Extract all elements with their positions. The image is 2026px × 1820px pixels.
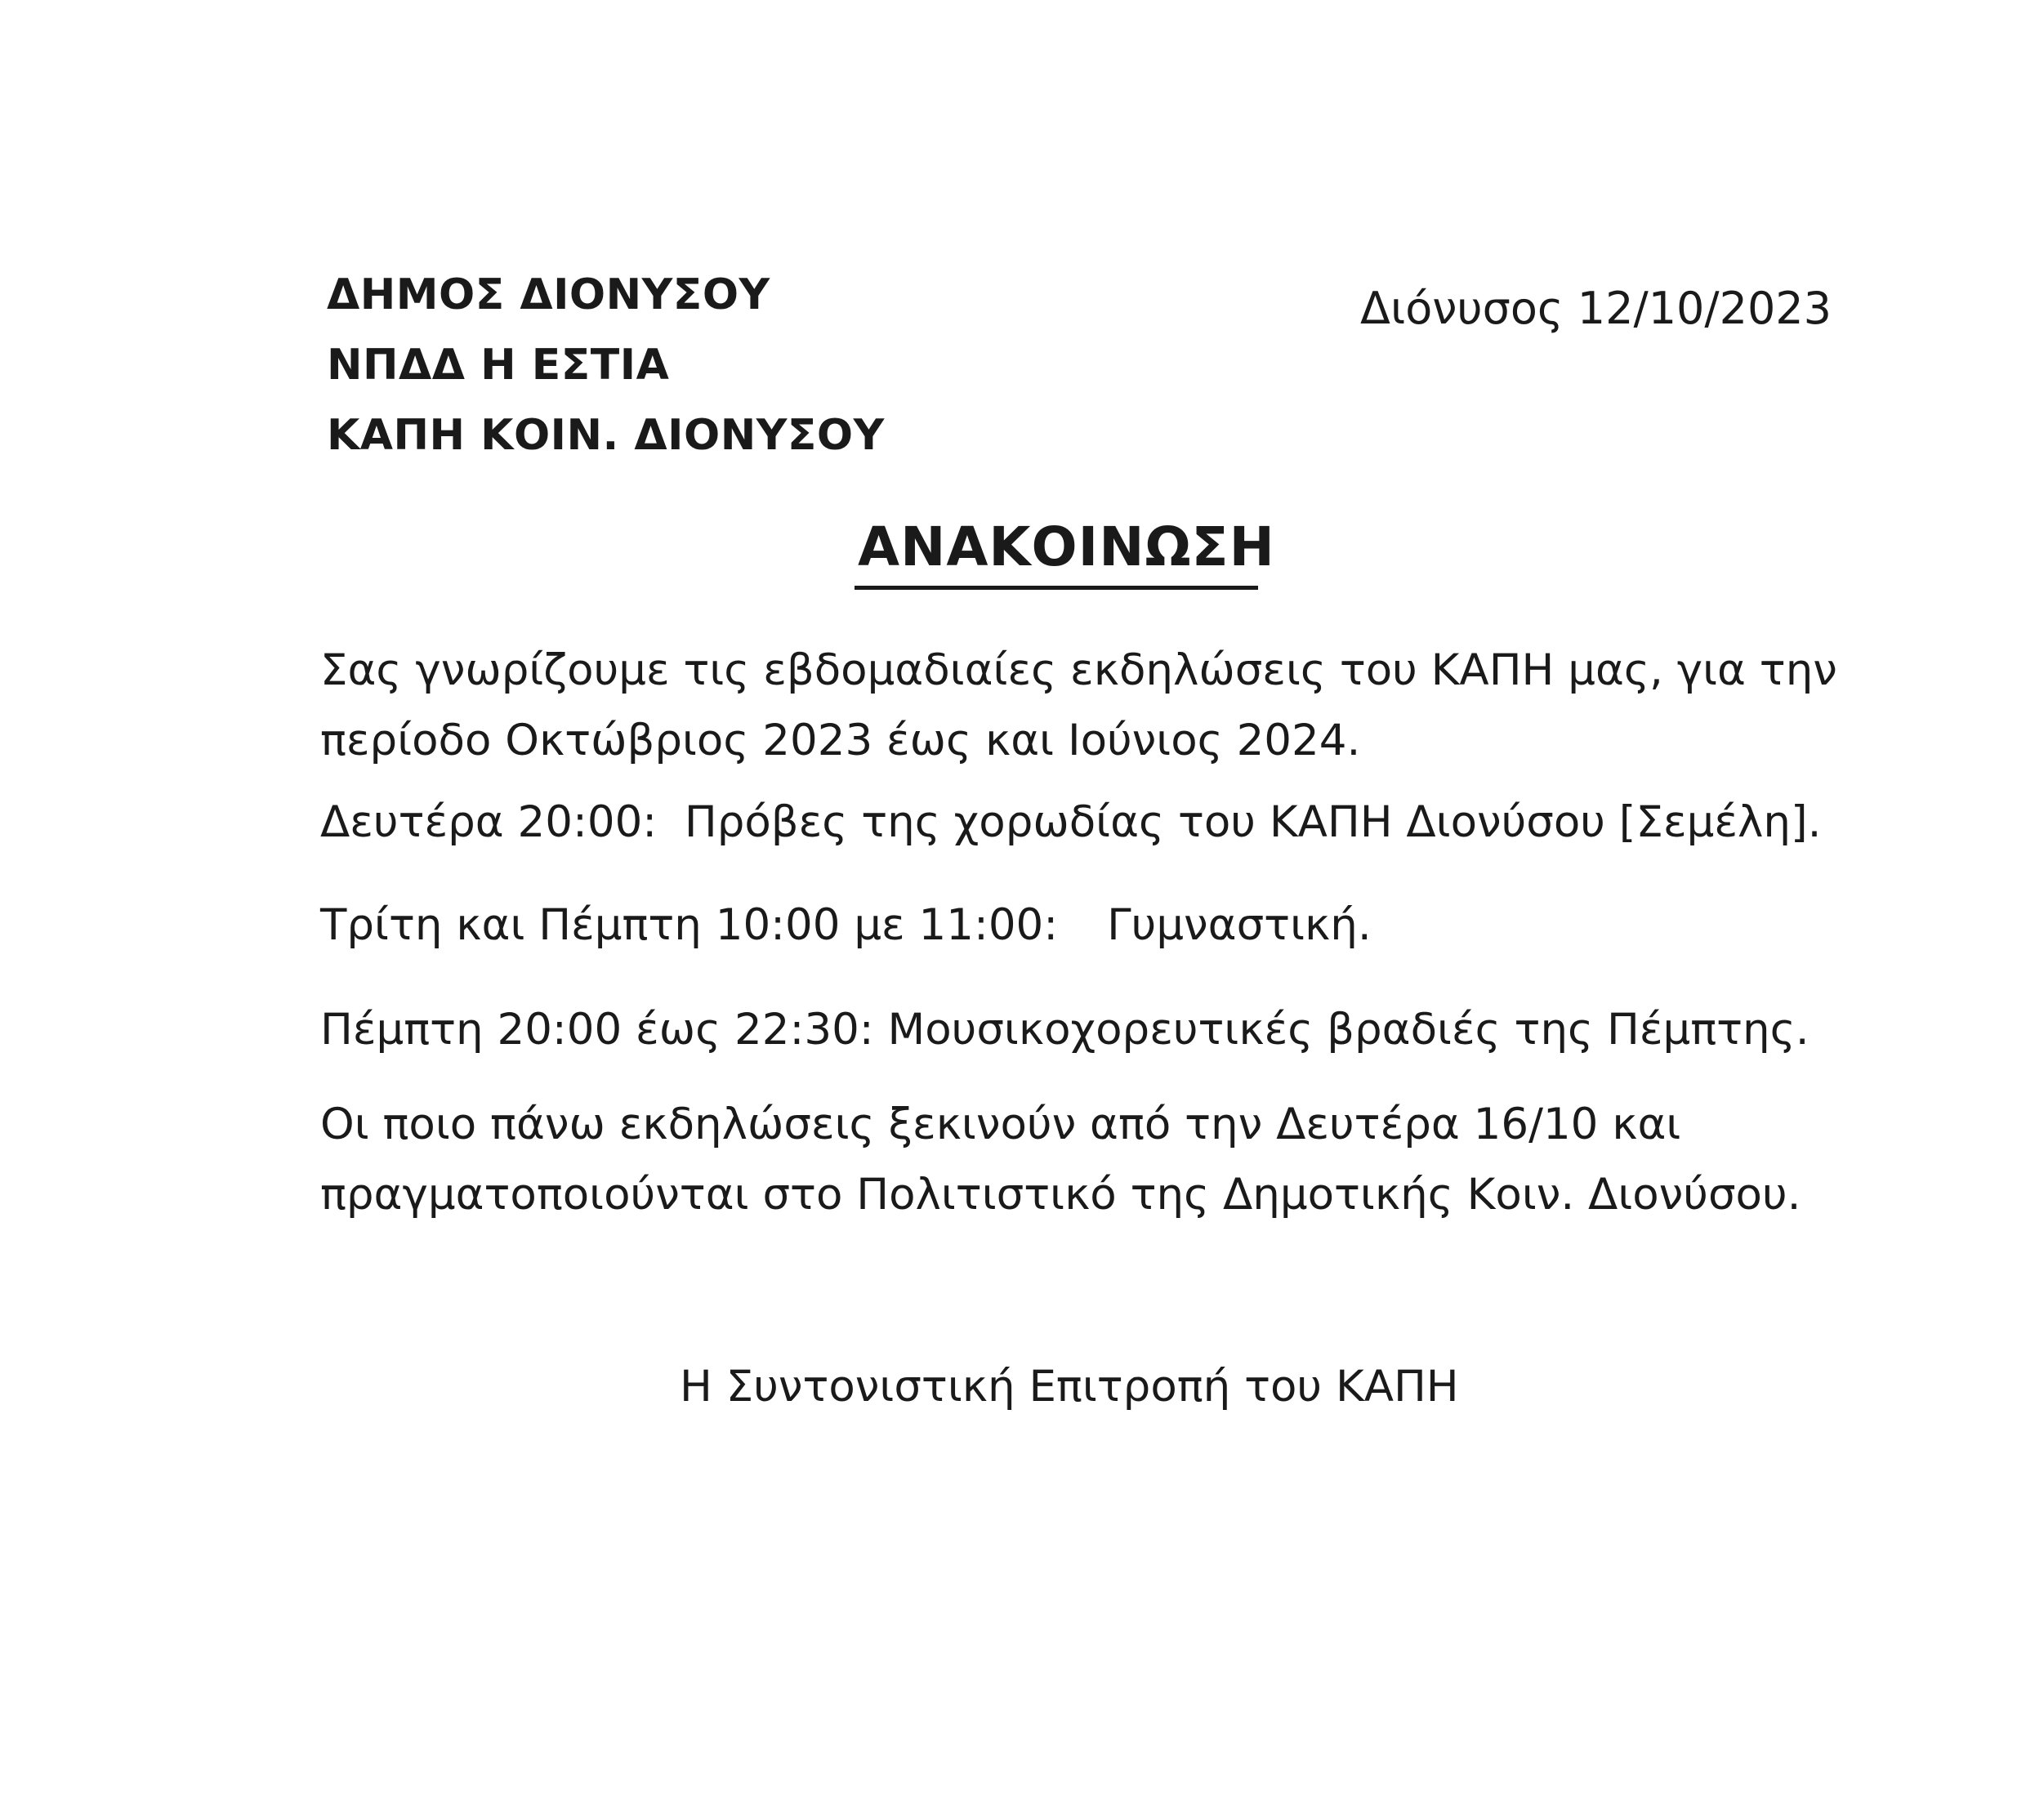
schedule-item-thursday bbox=[320, 995, 1810, 1065]
title-underline bbox=[855, 586, 1258, 590]
schedule-item-monday bbox=[320, 787, 1821, 858]
document-date: Διόνυσος 12/10/2023 bbox=[1360, 283, 1832, 334]
schedule-item-tuesday-thursday bbox=[320, 890, 1372, 961]
schedule-time: Δευτέρα 20:00: bbox=[320, 797, 658, 847]
org-line-entity: ΝΠΔΔ Η ΕΣΤΙΑ bbox=[327, 341, 670, 390]
org-line-center: ΚΑΠΗ ΚΟΙΝ. ΔΙΟΝΥΣΟΥ bbox=[327, 411, 885, 460]
outro-line-2: πραγματοποιούνται στο Πολιτιστικό της Δημοτικής Κοιν. Διονύσου. bbox=[320, 1170, 1801, 1220]
intro-line-1: Σας γνωρίζουμε τις εβδομαδιαίες εκδηλώσεις του ΚΑΠΗ μας, για την bbox=[320, 645, 1837, 695]
outro-line-1: Οι ποιο πάνω εκδηλώσεις ξεκινούν από την Δευτέρα 16/10 και bbox=[320, 1100, 1681, 1149]
schedule-time: Πέμπτη 20:00 έως 22:30: bbox=[320, 1005, 874, 1055]
schedule-time: Τρίτη και Πέμπτη 10:00 με 11:00: bbox=[320, 900, 1059, 950]
signature: Η Συντονιστική Επιτροπή του ΚΑΠΗ bbox=[680, 1362, 1459, 1412]
outro-paragraph bbox=[320, 1090, 1801, 1230]
schedule-activity: Μουσικοχορευτικές βραδιές της Πέμπτης. bbox=[887, 1005, 1810, 1055]
schedule-activity: Γυμναστική. bbox=[1107, 900, 1372, 950]
org-line-municipality: ΔΗΜΟΣ ΔΙΟΝΥΣΟΥ bbox=[327, 270, 770, 319]
organization-header bbox=[327, 260, 1062, 471]
intro-paragraph bbox=[320, 636, 1837, 776]
intro-line-2: περίοδο Οκτώβριος 2023 έως και Ιούνιος 2024. bbox=[320, 716, 1361, 765]
schedule-activity: Πρόβες της χορωδίας του ΚΑΠΗ Διονύσου [Σεμέλη]. bbox=[684, 797, 1822, 847]
page-title: ΑΝΑΚΟΙΝΩΣΗ bbox=[858, 515, 1275, 578]
